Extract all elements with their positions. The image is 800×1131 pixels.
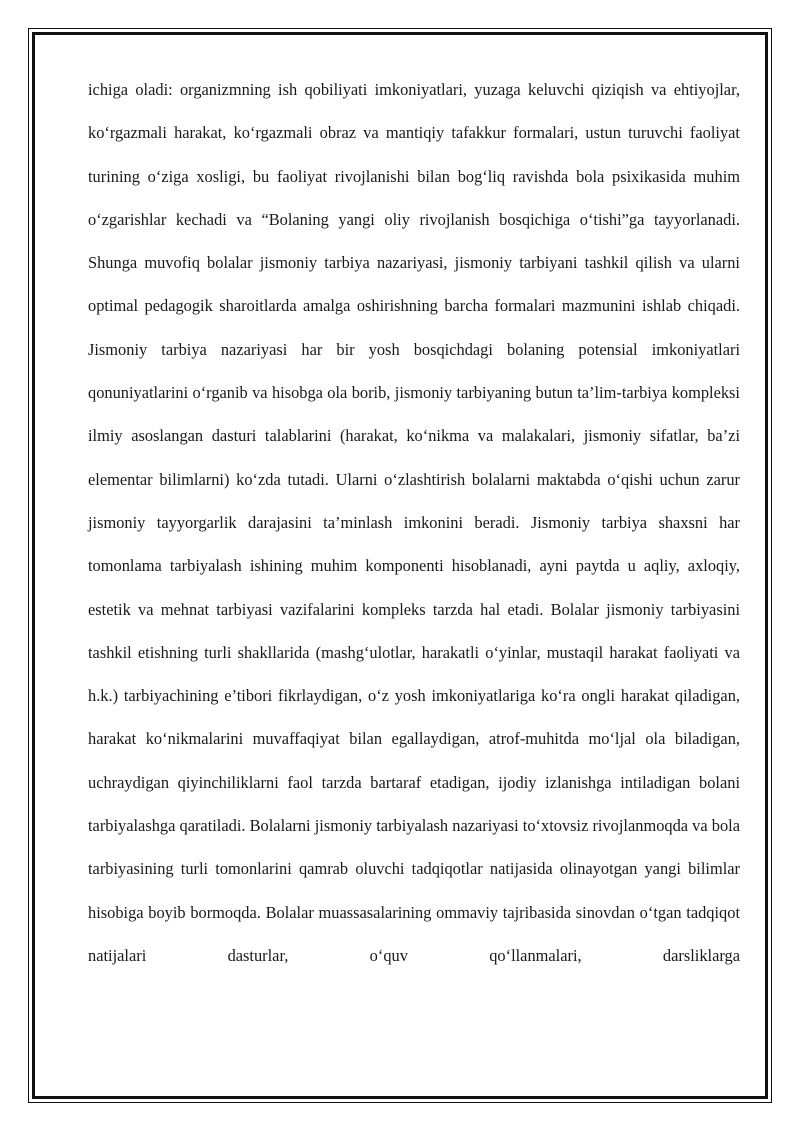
body-paragraph: ichiga oladi: organizmning ish qobiliyati imkoniyatlari, yuzaga keluvchi qiziqish va ehtiyojlar, ko‘rgazmali harakat, ko‘rgazmali obraz va mantiqiy tafakkur formalari, ustun turuvchi faoliyat turining o‘ziga xosligi, bu faoliyat rivojlanishi bilan bog‘liq ravishda bola psixikasida muhim o‘zgarishlar kechadi va “Bolaning yangi oliy rivojlanish bosqichiga o‘tishi”ga tayyorlanadi. Shunga muvofiq bolalar jismoniy tarbiya nazariyasi, jismoniy tarbiyani tashkil qilish va ularni optimal pedagogik sharoitlarda amalga oshirishning barcha formalari mazmunini ishlab chiqadi. Jismoniy tarbiya nazariyasi har bir yosh bosqichdagi bolaning potensial imkoniyatlari qonuniyatlarini o‘rganib va hisobga ola borib, jismoniy tarbiyaning butun ta’lim-tarbiya kompleksi ilmiy asoslangan dasturi talablarini (harakat, ko‘nikma va malakalari, jismoniy sifatlar, ba’zi elementar bilimlarni) ko‘zda tutadi. Ularni o‘zlashtirish bolalarni maktabda o‘qishi uchun zarur jismoniy tayyorgarlik darajasini ta’minlash imkonini beradi. Jismoniy tarbiya shaxsni har tomonlama tarbiyalash ishining muhim komponenti hisoblanadi, ayni paytda u aqliy, axloqiy, estetik va mehnat tarbiyasi vazifalarini kompleks tarzda hal etadi. Bolalar jismoniy tarbiyasini tashkil etishning turli shakllarida (mashg‘ulotlar, harakatli o‘yinlar, mustaqil harakat faoliyati va h.k.) tarbiyachining e’tibori fikrlaydigan, o‘z yosh imkoniyatlariga ko‘ra ongli harakat qiladigan, harakat ko‘nikmalarini muvaffaqiyat bilan egallaydigan, atrof-muhitda mo‘ljal ola biladigan, uchraydigan qiyinchiliklarni faol tarzda bartaraf etadigan, ijodiy izlanishga intiladigan bolani tarbiyalashga qaratiladi. Bolalarni jismoniy tarbiyalash nazariyasi to‘xtovsiz rivojlanmoqda va bola tarbiyasining turli tomonlarini qamrab oluvchi tadqiqotlar natijasida olinayotgan yangi bilimlar hisobiga boyib bormoqda. Bolalar muassasalarining ommaviy tajribasida sinovdan o‘tgan tadqiqot natijalari dasturlar, o‘quv qo‘llanmalari, darsliklarga xyxy=(88,80,740,965)
